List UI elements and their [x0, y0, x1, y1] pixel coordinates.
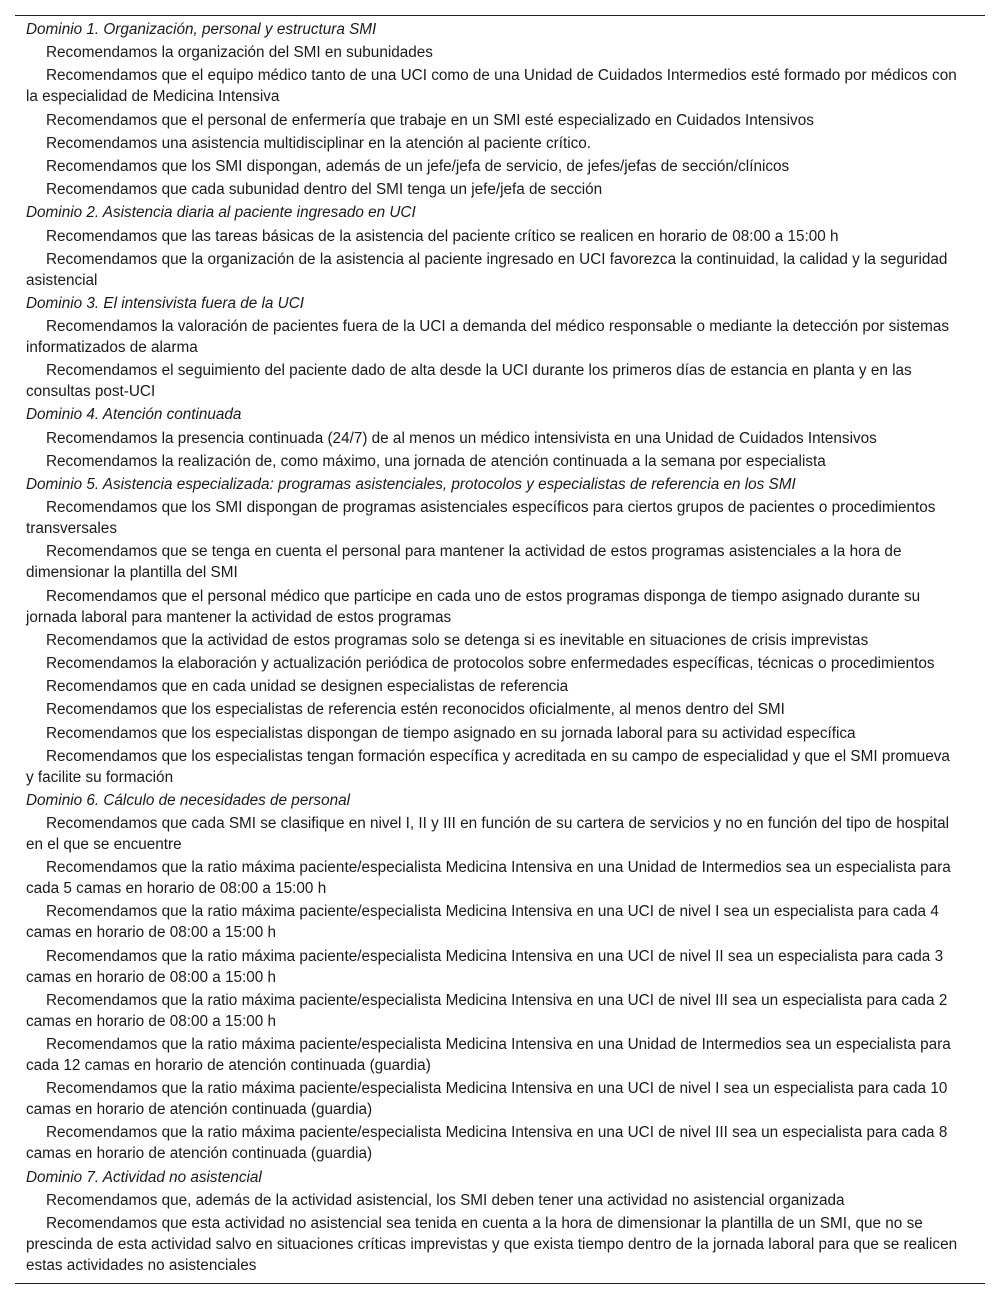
recommendation-item: Recomendamos que se tenga en cuenta el personal para mantener la actividad de estos programas asistenciales a la hora de dimensionar la plantilla del SMI [26, 543, 902, 582]
recommendation-item: Recomendamos que la organización de la asistencia al paciente ingresado en UCI favorezca la continuidad, la calidad y la seguridad asistencial [26, 250, 948, 289]
domain-heading: Dominio 7. Actividad no asistencial [26, 1168, 262, 1186]
recommendation-item: Recomendamos que en cada unidad se designen especialistas de referencia [46, 678, 569, 696]
domain-heading: Dominio 5. Asistencia especializada: programas asistenciales, protocolos y especialistas de referencia en los SMI [26, 476, 796, 493]
recommendation-item: Recomendamos que los especialistas de referencia estén reconocidos oficialmente, al menos dentro del SMI [46, 701, 785, 719]
recommendation-item: Recomendamos la presencia continuada (24/7) de al menos un médico intensivista en una Unidad de Cuidados Intensivos [46, 429, 877, 447]
recommendations-table [15, 15, 985, 1284]
recommendation-item: Recomendamos que, además de la actividad asistencial, los SMI deben tener una actividad no asistencial organizada [46, 1191, 845, 1209]
recommendation-item: Recomendamos el seguimiento del paciente dado de alta desde la UCI durante los primeros días de estancia en planta y en las consultas post-UCI [26, 362, 912, 401]
recommendation-item: Recomendamos que la ratio máxima paciente/especialista Medicina Intensiva en una UCI de nivel I sea un especialista para cada 4 camas en horario de 08:00 a 15:00 h [26, 903, 939, 942]
domain-heading: Dominio 2. Asistencia diaria al paciente ingresado en UCI [26, 204, 416, 222]
recommendation-item: Recomendamos que los SMI dispongan de programas asistenciales específicos para ciertos grupos de pacientes o procedimientos transversales [26, 499, 936, 538]
recommendation-item: Recomendamos que esta actividad no asistencial sea tenida en cuenta a la hora de dimensionar la plantilla de un SMI, que no se prescinda de esta actividad salvo en situaciones críticas imprevistas y que exista tiempo dentro de la jornada laboral para que se realicen estas actividades no asistenciales [26, 1214, 958, 1274]
recommendation-item: Recomendamos una asistencia multidisciplinar en la atención al paciente crítico. [46, 134, 592, 152]
domain-heading: Dominio 6. Cálculo de necesidades de personal [26, 791, 350, 809]
recommendation-item: Recomendamos que los SMI dispongan, además de un jefe/jefa de servicio, de jefes/jefas de sección/clínicos [46, 157, 790, 175]
recommendation-item: Recomendamos que la ratio máxima paciente/especialista Medicina Intensiva en una UCI de nivel I sea un especialista para cada 10 camas en horario de atención continuada (guardia) [26, 1080, 948, 1119]
recommendation-item: Recomendamos que la ratio máxima paciente/especialista Medicina Intensiva en una UCI de nivel III sea un especialista para cada 2 camas en horario de 08:00 a 15:00 h [26, 991, 948, 1030]
recommendation-item: Recomendamos que la ratio máxima paciente/especialista Medicina Intensiva en una UCI de nivel II sea un especialista para cada 3 camas en horario de 08:00 a 15:00 h [26, 947, 944, 986]
recommendation-item: Recomendamos que el personal de enfermería que trabaje en un SMI esté especializado en Cuidados Intensivos [46, 111, 814, 129]
recommendation-item: Recomendamos la realización de, como máximo, una jornada de atención continuada a la semana por especialista [46, 452, 826, 470]
recommendation-item: Recomendamos la elaboración y actualización periódica de protocolos sobre enfermedades específicas, técnicas o procedimientos [46, 654, 935, 672]
recommendation-item: Recomendamos que la ratio máxima paciente/especialista Medicina Intensiva en una Unidad de Intermedios sea un especialista para cada 12 camas en horario de atención continuada (guardia) [26, 1036, 951, 1074]
recommendation-item: Recomendamos que la actividad de estos programas solo se detenga si es inevitable en situaciones de crisis imprevistas [46, 631, 869, 649]
recommendation-item: Recomendamos que la ratio máxima paciente/especialista Medicina Intensiva en una UCI de nivel III sea un especialista para cada 8 camas en horario de atención continuada (guardia) [26, 1124, 948, 1163]
recommendation-item: Recomendamos que las tareas básicas de la asistencia del paciente crítico se realicen en horario de 08:00 a 15:00 h [46, 227, 839, 245]
domain-heading: Dominio 4. Atención continuada [26, 406, 242, 424]
recommendation-item: Recomendamos la organización del SMI en subunidades [46, 44, 433, 62]
recommendation-item: Recomendamos que cada subunidad dentro del SMI tenga un jefe/jefa de sección [46, 181, 603, 199]
domain-heading: Dominio 3. El intensivista fuera de la UCI [26, 294, 305, 312]
recommendation-item: Recomendamos que los especialistas dispongan de tiempo asignado en su jornada laboral para su actividad específica [46, 724, 856, 742]
recommendation-item: Recomendamos la valoración de pacientes fuera de la UCI a demanda del médico responsable o mediante la detección por sistemas informatizados de alarma [26, 318, 950, 357]
recommendation-item: Recomendamos que la ratio máxima paciente/especialista Medicina Intensiva en una Unidad de Intermedios sea un especialista para cada 5 camas en horario de 08:00 a 15:00 h [26, 859, 951, 898]
recommendation-item: Recomendamos que cada SMI se clasifique en nivel I, II y III en función de su cartera de servicios y no en función del tipo de hospital en el que se encuentre [26, 815, 950, 854]
recommendation-item: Recomendamos que el equipo médico tanto de una UCI como de una Unidad de Cuidados Intermedios esté formado por médicos con la especialidad de Medicina Intensiva [26, 67, 957, 106]
domain-heading: Dominio 1. Organización, personal y estructura SMI [26, 21, 377, 38]
recommendation-item: Recomendamos que los especialistas tengan formación específica y acreditada en su campo de especialidad y que el SMI promueva y facilite su formación [26, 747, 950, 786]
recommendation-item: Recomendamos que el personal médico que participe en cada uno de estos programas disponga de tiempo asignado durante su jornada laboral para mantener la actividad de estos programas [26, 587, 921, 626]
